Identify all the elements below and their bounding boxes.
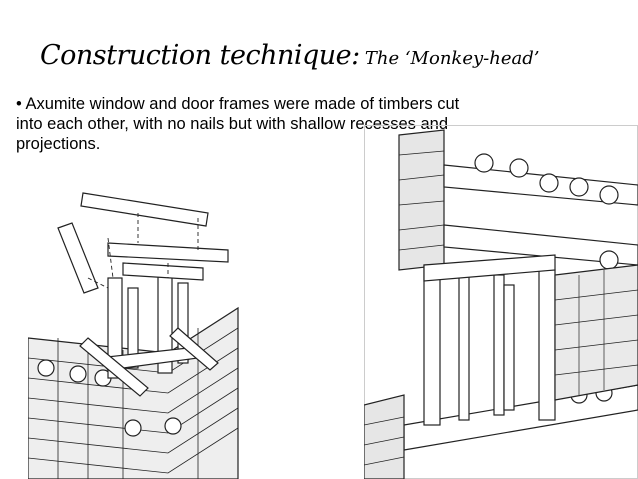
title-main: Construction technique: bbox=[40, 40, 360, 71]
slide-title bbox=[40, 40, 539, 71]
bullet-marker: • bbox=[16, 95, 22, 113]
window-frame-sketch-image bbox=[28, 188, 248, 479]
monkey-head-wall-sketch-image bbox=[364, 125, 638, 479]
bullet-text: Axumite window and door frames were made of timbers cut into each other, with no nails but with shallow recesses and projections. bbox=[16, 95, 460, 153]
title-sub: The ‘Monkey-head’ bbox=[364, 48, 540, 69]
